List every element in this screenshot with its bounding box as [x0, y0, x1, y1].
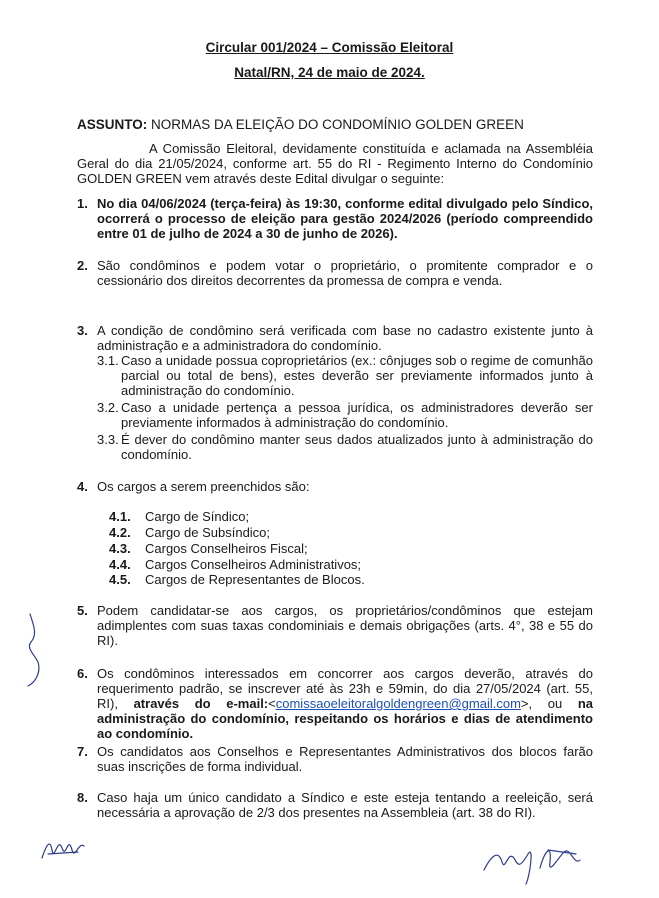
subitem-text: Caso a unidade pertença a pessoa jurídica, os administradores deverão ser previamente informados à administração do condomínio.: [121, 400, 593, 430]
item-text: São condôminos e podem votar o proprietário, o promitente comprador e o cessionário dos direitos decorrentes da promessa de compra e venda.: [97, 258, 593, 288]
subitem-number: 3.1.: [97, 353, 119, 368]
item-number: 4.: [77, 479, 88, 494]
email-label: através do e-mail:: [133, 696, 269, 711]
initials-mark: [38, 828, 88, 868]
position-number: 4.1.: [109, 509, 131, 524]
subitem-text: Caso a unidade possua coproprietários (ex.: cônjuges sob o regime de comunhão parcial ou total de bens), estes deverão ser previamente informados junto à administração do condomínio.: [121, 353, 593, 398]
position-number: 4.5.: [109, 572, 131, 587]
item-6-connector: , ou: [528, 696, 563, 711]
item-6-closing: na administração do condomínio, respeitando os horários e dias de atendimento ao condomínio.: [97, 696, 593, 741]
item-text: A condição de condômino será verificada com base no cadastro existente junto à administração e a administradora do condomínio.: [97, 323, 593, 353]
position-number: 4.2.: [109, 525, 131, 540]
item-text: Caso haja um único candidato a Síndico e este esteja tentando a reeleição, será necessária a aprovação de 2/3 dos presentes na Assembleia (art. 38 do RI).: [97, 790, 593, 820]
item-number: 1.: [77, 196, 88, 211]
item-text: Os condôminos interessados em concorrer aos cargos deverão, através do requerimento padrão, se inscrever até às 23h e 59min, do dia 27/05/2024 (art. 55, RI), através do e-mail:<comissaoeleitoralgoldengreen@gmail.com>, ou na administração do condomínio, respeitando os horários e dias de atendimento ao condomínio.: [97, 666, 593, 741]
circular-title: Circular 001/2024 – Comissão Eleitoral: [205, 40, 454, 55]
subject-label: ASSUNTO:: [77, 117, 148, 132]
item-number: 2.: [77, 258, 88, 273]
subitem-number: 3.3.: [97, 432, 119, 447]
signature-mark: [478, 828, 588, 888]
item-number: 8.: [77, 790, 88, 805]
position-label: Cargos Conselheiros Fiscal;: [145, 541, 308, 556]
position-label: Cargos de Representantes de Blocos.: [145, 572, 365, 587]
item-text: Podem candidatar-se aos cargos, os proprietários/condôminos que estejam adimplentes com suas taxas condominiais e demais obrigações (arts. 4°, 38 e 55 do RI).: [97, 603, 593, 648]
subject-text: NORMAS DA ELEIÇÃO DO CONDOMÍNIO GOLDEN GREEN: [151, 117, 524, 132]
position-label: Cargo de Síndico;: [145, 509, 250, 524]
intro-paragraph: A Comissão Eleitoral, devidamente constituída e aclamada na Assembléia Geral do dia 21/05/2024, conforme art. 55 do RI - Regimento Interno do Condomínio GOLDEN GREEN vem através deste Edital divulgar o seguinte:: [77, 141, 593, 186]
item-number: 5.: [77, 603, 88, 618]
place-date: Natal/RN, 24 de maio de 2024.: [234, 65, 425, 80]
subitem-text: É dever do condômino manter seus dados atualizados junto à administração do condomínio.: [121, 432, 593, 462]
item-text: Os candidatos aos Conselhos e Representantes Administrativos dos blocos farão suas inscrições de forma individual.: [97, 744, 593, 774]
item-6-text: Os condôminos interessados em concorrer aos cargos deverão, através do requerimento padrão, se inscrever até às 23h e 59min, do dia 27/05/2024 (art. 55, RI),: [97, 666, 593, 711]
position-label: Cargo de Subsíndico;: [145, 525, 271, 540]
item-text: No dia 04/06/2024 (terça-feira) às 19:30, conforme edital divulgado pelo Síndico, ocorrerá o processo de eleição para gestão 2024/2026 (período compreendido entre 01 de julho de 2024 a 30 de junho de 2026).: [97, 196, 593, 241]
position-number: 4.4.: [109, 557, 131, 572]
subitem-number: 3.2.: [97, 400, 119, 415]
item-number: 6.: [77, 666, 88, 681]
margin-pen-mark: [18, 610, 48, 690]
item-number: 7.: [77, 744, 88, 759]
subject-line: [77, 117, 524, 132]
item-number: 3.: [77, 323, 88, 338]
email-link[interactable]: comissaoeleitoralgoldengreen@gmail.com: [275, 696, 521, 711]
item-text: Os cargos a serem preenchidos são:: [97, 479, 310, 494]
position-label: Cargos Conselheiros Administrativos;: [145, 557, 362, 572]
position-number: 4.3.: [109, 541, 131, 556]
